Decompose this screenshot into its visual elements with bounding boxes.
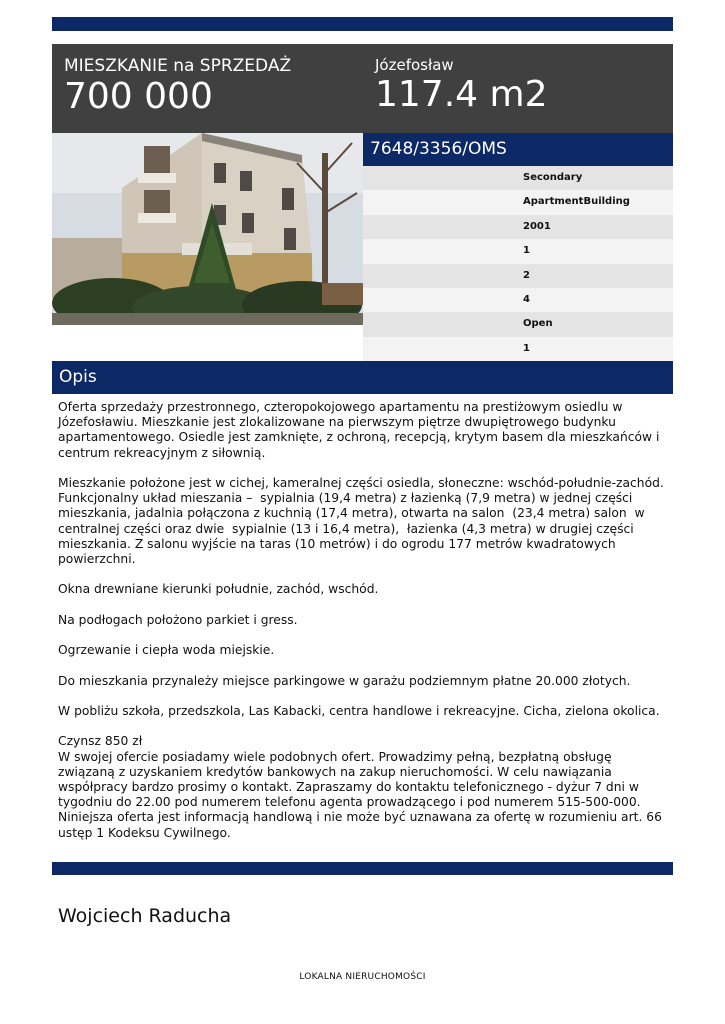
description-paragraph: Ogrzewanie i ciepła woda miejskie. [58, 643, 275, 658]
property-photo [52, 133, 363, 325]
agent-name: Wojciech Raducha [58, 905, 232, 927]
param-row-market: Secondary [363, 166, 673, 190]
param-row-bathrooms: 1 [363, 337, 673, 361]
bottom-accent-bar [52, 862, 673, 875]
description-paragraph: Do mieszkania przynależy miejsce parkingowe w garażu podziemnym płatne 20.000 złotych. [58, 673, 631, 688]
description-paragraph: Mieszkanie położone jest w cichej, kameralnej części osiedla, słoneczne: wschód-południe-zachód. Funkcjonalny układ mieszania – sypialnia (19,4 metra) z łazienką (7,9 metra) w jednej części mieszkania, jadalnia połączona z kuchnią (17,4 metra), otwarta na salon (23,4 metra) salon w centralnej części oraz dwie sypialnie (13 i 16,4 metra), łazienka (4,3 metra) w drugiej części mieszkania. Z salonu wyjście na taras (10 metrów) i do ogrodu 177 metrów kwadratowych powierzchni. [58, 476, 668, 567]
listing-type: MIESZKANIE na SPRZEDAŻ [64, 56, 292, 76]
param-row-year-built: 2001 [363, 215, 673, 239]
top-accent-bar [52, 17, 673, 31]
description-paragraph: Na podłogach położono parkiet i gress. [58, 612, 298, 627]
param-row-rooms: 4 [363, 288, 673, 312]
description-paragraph: Oferta sprzedaży przestronnego, czteropokojowego apartamentu na prestiżowym osiedlu w Józefosławiu. Mieszkanie jest zlokalizowane na pierwszym piętrze dwupiętrowego budynku apartamentowego. Osiedle jest zamknięte, z ochroną, recepcją, krytym basem dla mieszkańców i centrum rekreacyjnym z siłownią. [58, 400, 664, 460]
description-paragraph: Czynsz 850 zł W swojej ofercie posiadamy wiele podobnych ofert. Prowadzimy pełną, bezpłatną obsługę związaną z uzyskaniem kredytów bankowych na zakup nieruchomości. W celu nawiązania współpracy bardzo prosimy o kontakt. Zapraszamy do kontaktu telefonicznego - dyżur 7 dni w tygodniu do 22.00 pod numerem telefonu agenta prowadzącego i pod numerem 515-500-000. Niniejsza oferta jest informacją handlową i nie może być uznawana za ofertę w rozumieniu art. 66 ustęp 1 Kodeksu Cywilnego. [58, 734, 662, 840]
param-row-floors-in-building: 2 [363, 264, 673, 288]
listing-location: Józefosław [375, 56, 454, 74]
param-row-building-type: ApartmentBuilding [363, 190, 673, 214]
footer-agency: LOKALNA NIERUCHOMOŚCI [299, 972, 426, 982]
param-row-kitchen: Open [363, 312, 673, 336]
description-body [58, 400, 670, 841]
description-heading: Opis [52, 361, 673, 394]
listing-header [52, 44, 673, 133]
description-paragraph: W pobliżu szkoła, przedszkola, Las Kabacki, centra handlowe i rekreacyjne. Cicha, zielona okolica. [58, 703, 660, 718]
description-paragraph: Okna drewniane kierunki południe, zachód, wschód. [58, 582, 379, 597]
listing-price: 700 000 [64, 76, 213, 117]
params-table [363, 166, 673, 361]
reference-number: 7648/3356/OMS [363, 133, 673, 166]
listing-area: 117.4 m2 [375, 74, 548, 115]
param-row-floor: 1 [363, 239, 673, 263]
